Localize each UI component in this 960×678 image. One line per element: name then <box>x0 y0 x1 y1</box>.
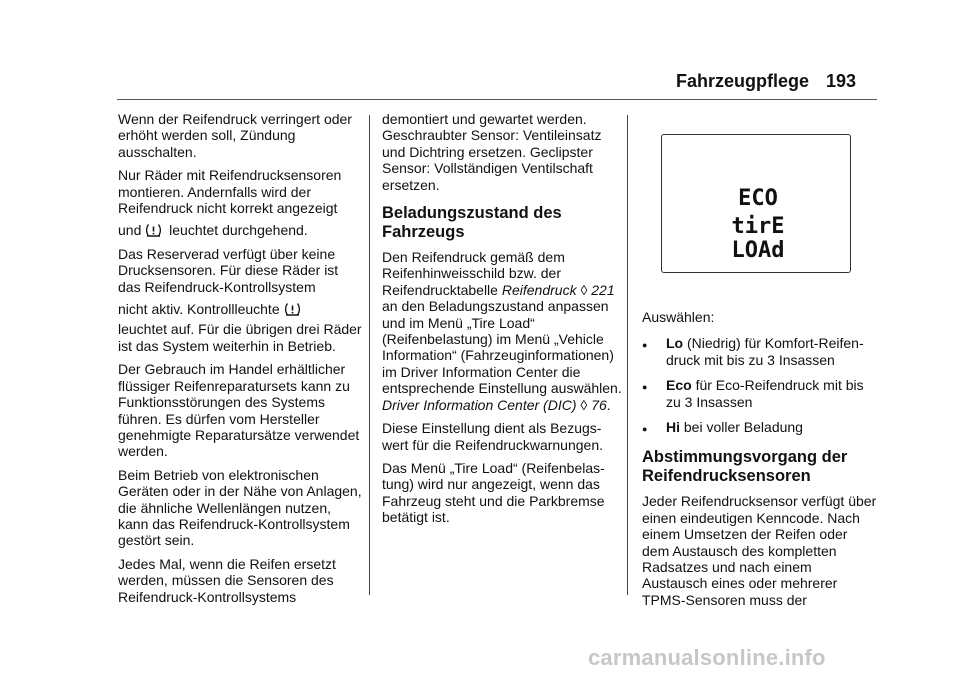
paragraph: Auswählen: <box>642 309 715 325</box>
paragraph: Beim Betrieb von elektronischen Geräten oder in der Nähe von Anlagen, die ähnliche Wellenlängen nutzen, kann das Reifendruck-Kontrollsystem gestört sein. <box>118 466 362 549</box>
display-line-1: ECO <box>738 186 778 211</box>
paragraph: Diese Einstellung dient als Bezugswert für die Reifendruckwarnungen. <box>382 420 604 453</box>
paragraph <box>118 246 364 354</box>
option-text: für Eco-Reifendruck mit bis zu 3 Insassen <box>666 377 864 410</box>
tire-pressure-warning-icon <box>284 302 301 317</box>
bullet-icon: ● <box>642 424 648 435</box>
option-key: Lo <box>666 335 684 352</box>
display-line-3: LOAd <box>731 238 785 263</box>
paragraph-text: leuchtet durchgehend. <box>169 222 308 239</box>
paragraph: demontiert und gewartet werden. Geschraubter Sensor: Ventileinsatz und Dichtring ersetzen. Geclipster Sensor: Vollständigen Ventilschaft ersetzen. <box>382 111 602 193</box>
bullet-icon: ● <box>642 340 648 351</box>
bullet-icon: ● <box>642 382 648 393</box>
option-key: Eco <box>666 377 692 394</box>
section-heading: Abstimmungsvorgang der Reifendrucksensoren <box>642 448 848 486</box>
column-right <box>642 309 878 615</box>
watermark: carmanualsonline.info <box>588 645 826 670</box>
paragraph <box>382 249 622 413</box>
paragraph <box>118 167 364 239</box>
cross-reference-page[interactable]: 76 <box>591 396 607 413</box>
punctuation: . <box>606 396 611 413</box>
cross-reference-link[interactable]: Driver Information Center (DIC) <box>382 396 577 413</box>
option-text: (Niedrig) für Komfort-Reifendruck mit bis zu 3 Insassen <box>666 335 864 368</box>
list-item <box>642 419 878 437</box>
paragraph: Das Menü „Tire Load“ (Reifenbelastung) wird nur angezeigt, wenn das Fahrzeug steht und die Parkbremse betätigt ist. <box>382 459 605 526</box>
paragraph-text: an den Beladungszustand anpassen und im Menü „Tire Load“ (Reifenbelastung) im Menü „Vehicle Information“ (Fahrzeuginformationen) im Driver Information Center die entsprechende Einstellung auswählen. <box>382 298 622 397</box>
option-text: bei voller Beladung <box>683 419 803 436</box>
column-left <box>118 111 364 612</box>
list-item <box>642 335 878 368</box>
column-divider-1 <box>369 115 370 595</box>
paragraph: Jedes Mal, wenn die Reifen ersetzt werden, müssen die Sensoren des Reifendruck-Kontrollsystems <box>118 555 336 605</box>
display-readout <box>662 135 852 274</box>
section-heading: Beladungszustand des Fahrzeugs <box>382 204 562 242</box>
paragraph: Der Gebrauch im Handel erhältlicher flüssiger Reifenreparatursets kann zu Funktionsstörungen des Systems führen. Es dürfen vom Hersteller genehmigte Reparatursätze verwendet werden. <box>118 361 360 460</box>
display-line-2: tirE <box>731 214 785 239</box>
tire-pressure-warning-icon <box>145 223 162 238</box>
paragraph-text: und <box>118 222 142 239</box>
list-item <box>642 377 878 410</box>
page-number: 193 <box>826 71 857 91</box>
option-key: Hi <box>666 419 680 436</box>
paragraph-text: nicht aktiv. Kontrollleuchte <box>118 301 280 318</box>
paragraph: Wenn der Reifendruck verringert oder erhöht werden soll, Zündung ausschalten. <box>118 111 352 160</box>
column-divider-2 <box>627 115 628 595</box>
page-ref-arrow-icon: ◊ <box>580 281 588 298</box>
page-ref-arrow-icon: ◊ <box>580 396 588 413</box>
paragraph: Jeder Reifendrucksensor verfügt über einen eindeutigen Kenncode. Nach einem Umsetzen der Reifen oder dem Austausch des kompletten Radsatzes und nach einem Austausch eines oder mehrerer TPMS-Sensoren muss der <box>642 493 877 608</box>
paragraph-text: Nur Räder mit Reifendrucksensoren montieren. Andernfalls wird der Reifendruck nicht korrekt angezeigt <box>118 167 342 217</box>
dic-display-illustration <box>661 134 851 273</box>
paragraph-text: Den Reifendruck gemäß dem Reifenhinweisschild bzw. der Reifendrucktabelle <box>382 249 565 298</box>
column-middle <box>382 111 622 533</box>
paragraph-text: Das Reserverad verfügt über keine Drucksensoren. Für diese Räder ist das Reifendruck-Kontrollsystem <box>118 245 339 295</box>
cross-reference-link[interactable]: Reifendruck <box>501 281 577 298</box>
cross-reference-page[interactable]: 221 <box>591 281 615 298</box>
section-title: Fahrzeugpflege <box>676 71 810 91</box>
paragraph-text: leuchtet auf. Für die übrigen drei Räder ist das System weiterhin in Betrieb. <box>118 321 362 354</box>
header-divider <box>117 99 877 100</box>
